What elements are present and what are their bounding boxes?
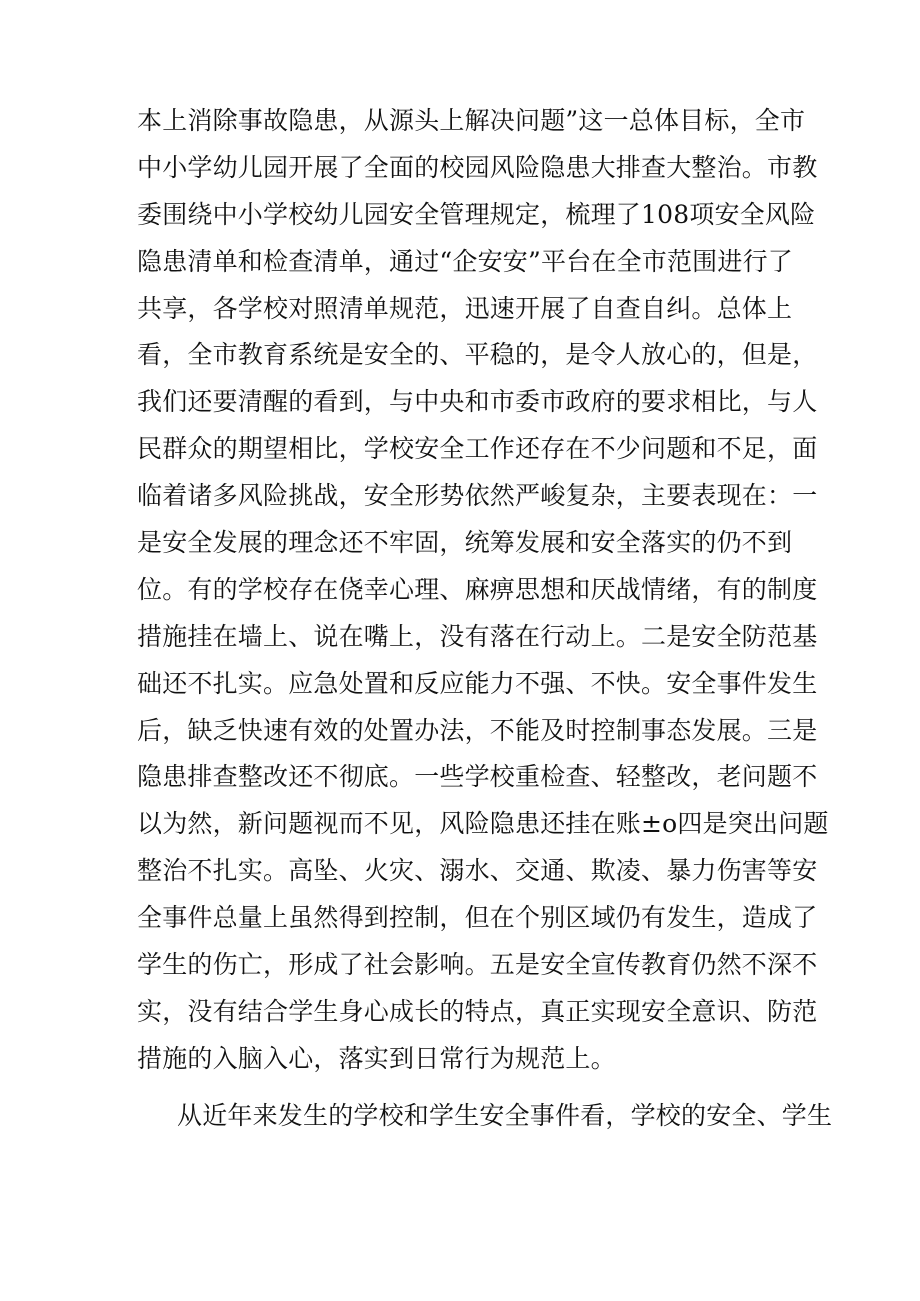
text-line: 隐患排查整改还不彻底。一些学校重检查、轻整改，老问题不 (137, 762, 818, 792)
text-line: 整治不扎实。高坠、火灾、溺水、交通、欺凌、暴力伤害等安 (137, 856, 818, 886)
text-line: 隐患清单和检查清单，通过“企安安”平台在全市范围进行了 (137, 246, 793, 276)
text-line: 学生的伤亡，形成了社会影响。五是安全宣传教育仍然不深不 (137, 950, 818, 980)
text-line: 委围绕中小学校幼儿园安全管理规定，梳理了108项安全风险 (137, 199, 816, 229)
text-line: 民群众的期望相比，学校安全工作还存在不少问题和不足，面 (137, 434, 818, 464)
text-line: 措施的入脑入心，落实到日常行为规范上。 (137, 1043, 616, 1073)
paragraph-2 (137, 1093, 833, 1140)
text-line: 全事件总量上虽然得到控制，但在个别区域仍有发生，造成了 (137, 903, 818, 933)
text-line: 础还不扎实。应急处置和反应能力不强、不快。安全事件发生 (137, 668, 818, 698)
text-line: 以为然，新问题视而不见，风险隐患还挂在账±o四是突出问题 (137, 809, 829, 839)
text-line: 措施挂在墙上、说在嘴上，没有落在行动上。二是安全防范基 (137, 621, 818, 651)
text-line: 从近年来发生的学校和学生安全事件看，学校的安全、学生 (177, 1100, 833, 1130)
text-line: 位。有的学校存在侥幸心理、麻痹思想和厌战情绪，有的制度 (137, 574, 818, 604)
text-line: 后，缺乏快速有效的处置办法，不能及时控制事态发展。三是 (137, 715, 818, 745)
text-line: 是安全发展的理念还不牢固，统筹发展和安全落实的仍不到 (137, 528, 793, 558)
paragraph-1 (137, 98, 829, 1083)
text-line: 看，全市教育系统是安全的、平稳的，是令人放心的，但是， (137, 340, 818, 370)
text-line: 共享，各学校对照清单规范，迅速开展了自查自纠。总体上 (137, 293, 793, 323)
text-line: 中小学幼儿园开展了全面的校园风险隐患大排查大整治。市教 (137, 152, 818, 182)
paragraph-spacer (137, 1083, 817, 1093)
body-text (137, 98, 833, 1140)
text-line: 临着诸多风险挑战，安全形势依然严峻复杂，主要表现在：一 (137, 481, 818, 511)
text-line: 实，没有结合学生身心成长的特点，真正实现安全意识、防范 (137, 996, 818, 1026)
text-line: 我们还要清醒的看到，与中央和市委市政府的要求相比，与人 (137, 387, 818, 417)
text-line: 本上消除事故隐患，从源头上解决问题”这一总体目标，全市 (137, 106, 806, 135)
